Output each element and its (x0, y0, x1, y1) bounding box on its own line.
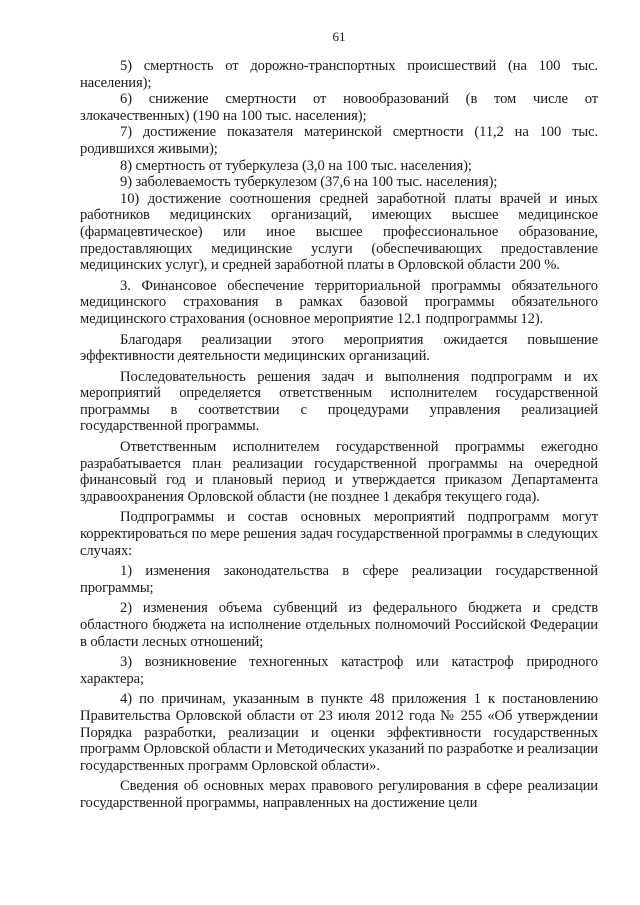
paragraph: Подпрограммы и состав основных мероприятий подпрограмм могут корректироваться по мере решения задач государственной программы в следующих случаях: (80, 509, 598, 559)
paragraph: 4) по причинам, указанным в пункте 48 приложения 1 к постановлению Правительства Орловской области от 23 июля 2012 года № 255 «Об утверждении Порядка разработки, реализации и оценки эффективности государственных программ Орловской области и Методических указаний по разработке и реализации государственных программ Орловской области». (80, 691, 598, 774)
paragraph: 10) достижение соотношения средней заработной платы врачей и иных работников медицинских организаций, имеющих высшее медицинское (фармацевтическое) или иное высшее профессиональное образование, предоставляющих медицинские услуги (обеспечивающих предоставление медицинских услуг), и средней заработной платы в Орловской области 200 %. (80, 190, 598, 274)
paragraph: 3. Финансовое обеспечение территориальной программы обязательного медицинского страхования в рамках базовой программы обязательного медицинского страхования (основное мероприятие 12.1 подпрограммы 12). (80, 277, 598, 327)
paragraph: 1) изменения законодательства в сфере реализации государственной программы; (80, 563, 598, 596)
paragraph: 5) смертность от дорожно-транспортных происшествий (на 100 тыс. населения); (80, 58, 598, 91)
paragraph: 6) снижение смертности от новообразований (в том числе от злокачественных) (190 на 100 тыс. населения); (80, 91, 598, 124)
paragraph: Сведения об основных мерах правового регулирования в сфере реализации государственной программы, направленных на достижение цели (80, 778, 598, 811)
paragraph: Благодаря реализации этого мероприятия ожидается повышение эффективности деятельности медицинских организаций. (80, 331, 598, 365)
page-number: 61 (332, 29, 346, 44)
document-body (80, 58, 598, 812)
paragraph: 9) заболеваемость туберкулезом (37,6 на 100 тыс. населения); (120, 174, 498, 191)
paragraph: Последовательность решения задач и выполнения подпрограмм и их мероприятий определяется ответственным исполнителем государственной программы в соответствии с процедурами управления реализацией государственной программы. (80, 368, 598, 435)
paragraph: Ответственным исполнителем государственной программы ежегодно разрабатывается план реализации государственной программы на очередной финансовый год и плановый период и утверждается приказом Департамента здравоохранения Орловской области (не позднее 1 декабря текущего года). (80, 439, 598, 505)
paragraph: 2) изменения объема субвенций из федерального бюджета и средств областного бюджета на исполнение отдельных полномочий Российской Федерации в области лесных отношений; (80, 600, 598, 650)
paragraph: 3) возникновение техногенных катастроф или катастроф природного характера; (80, 654, 598, 687)
paragraph: 7) достижение показателя материнской смертности (11,2 на 100 тыс. родившихся живыми); (80, 124, 598, 157)
paragraph: 8) смертность от туберкулеза (3,0 на 100 тыс. населения); (120, 157, 472, 174)
